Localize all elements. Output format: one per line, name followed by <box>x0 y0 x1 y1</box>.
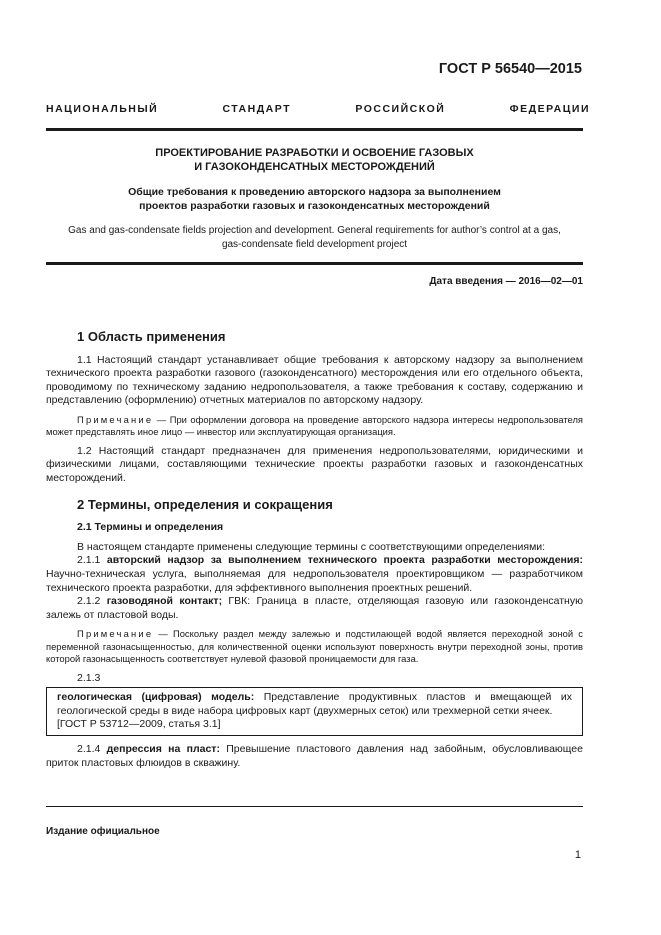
term-2-1-3-reference: [ГОСТ Р 53712—2009, статья 3.1] <box>57 718 221 731</box>
gost-number: ГОСТ Р 56540—2015 <box>438 61 582 77</box>
section-2-heading: 2 Термины, определения и сокращения <box>77 496 333 512</box>
subsection-2-1-heading: 2.1 Термины и определения <box>77 521 224 534</box>
page-number: 1 <box>574 849 581 861</box>
bottom-divider <box>46 262 583 265</box>
term-2-1-1: 2.1.1 авторский надзор за выполнением технического проекта разработки месторождения: Научно-техническая услуга, выполняемая для недропользователя проектировщиком — разработчиком технического проекта разработки, для эффективного выполнения проектных решений. <box>46 554 583 594</box>
top-divider <box>46 128 583 131</box>
document-title: ПРОЕКТИРОВАНИЕ РАЗРАБОТКИ И ОСВОЕНИЕ ГАЗОВЫХ И ГАЗОКОНДЕНСАТНЫХ МЕСТОРОЖДЕНИЙ <box>155 147 474 173</box>
terms-intro: В настоящем стандарте применены следующие термины с соответствующими определениями: <box>77 540 546 553</box>
note-2: Примечание — Поскольку раздел между залежью и подстилающей водой является переходной зоной с переменной газонасыщенностью, для количественной оценки используют поверхность внутри переходной зоны, против которой газонасыщенность соответствует нулевой фазовой проницаемости для газа. <box>46 628 583 665</box>
term-2-1-3: геологическая (цифровая) модель: Представление продуктивных пластов и вмещающей их геологической среды в виде набора цифровых карт (двухмерных сеток) или трехмерной сетки ячеек. <box>57 691 572 717</box>
clause-1-1: 1.1 Настоящий стандарт устанавливает общие требования к авторскому надзору за выполнением технического проекта разработки газового (газоконденсатного) месторождения или его отдельного объекта, проводимому по техническому заданию недропользователя, а также требования к составу, содержанию и представлению (оформлению) отчетных материалов по авторскому надзору. <box>46 353 583 407</box>
document-body <box>46 330 583 776</box>
section-1-heading: 1 Область применения <box>77 329 226 344</box>
english-title: Gas and gas-condensate fields projection and development. General requirements for author’s control at a gas, gas-condensate field development project <box>68 225 561 250</box>
national-standard-heading: НАЦИОНАЛЬНЫЙ СТАНДАРТ РОССИЙСКОЙ ФЕДЕРАЦИИ <box>46 103 590 115</box>
term-2-1-4: 2.1.4 депрессия на пласт: Превышение пластового давления над забойным, обусловливающее приток пластовых флюидов в скважину. <box>46 742 583 769</box>
document-subtitle: Общие требования к проведению авторского надзора за выполнением проектов разработки газовых и газоконденсатных месторождений <box>128 186 501 212</box>
footer-divider <box>46 806 583 807</box>
term-2-1-3-box <box>46 687 583 736</box>
official-edition-label: Издание официальное <box>46 826 160 837</box>
note-1: Примечание — При оформлении договора на проведение авторского надзора интересы недропользователя может представлять иное лицо — инвестор или эксплуатирующая организация. <box>46 413 583 438</box>
introduction-date: Дата введения — 2016—02—01 <box>429 276 583 287</box>
term-2-1-2: 2.1.2 газоводяной контакт; ГВК: Граница в пласте, отделяющая газовую или газоконденсатную залежь от пластовой воды. <box>46 595 583 621</box>
clause-1-2: 1.2 Настоящий стандарт предназначен для применения недропользователями, юридическими и физическими лицами, составляющими технические проекты разработки газовых и газоконденсатных месторождений. <box>46 444 583 484</box>
title-block <box>46 146 583 252</box>
term-2-1-3-number: 2.1.3 <box>77 671 101 684</box>
